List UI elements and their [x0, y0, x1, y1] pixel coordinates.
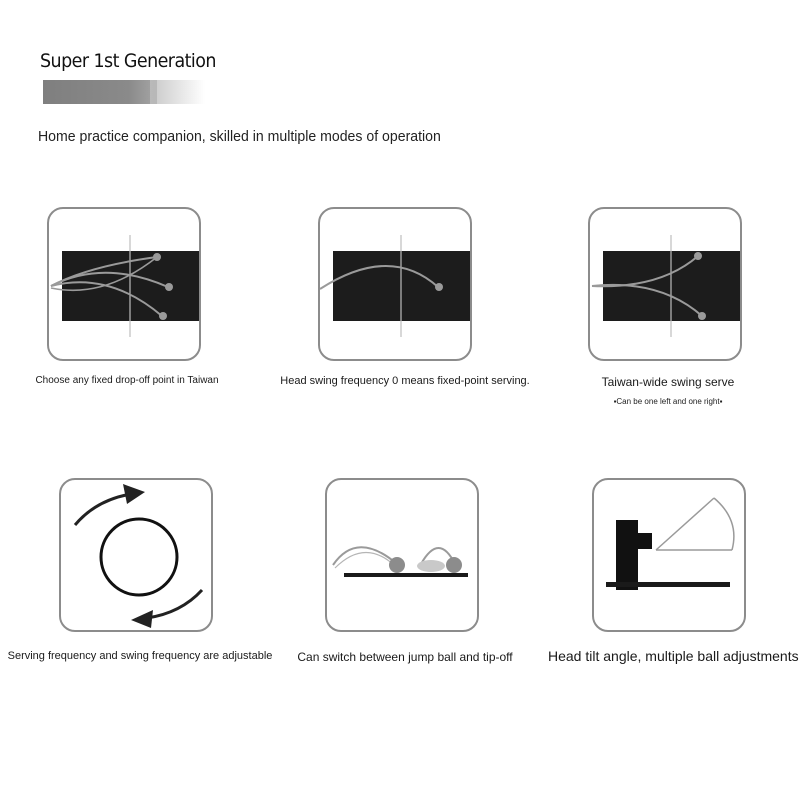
note-bullet-right: ▪ — [719, 397, 723, 406]
feature-caption-swing-serve: Taiwan-wide swing serve — [601, 375, 735, 389]
feature-card-drop-point — [47, 207, 201, 361]
feature-caption-tilt-angle: Head tilt angle, multiple ball adjustments — [548, 648, 799, 664]
table-fixed-point-icon — [320, 209, 470, 359]
note-bullet-left: ▪ — [613, 397, 617, 406]
rotation-cycle-icon — [61, 480, 211, 630]
feature-caption-frequency: Serving frequency and swing frequency are adjustable — [7, 650, 273, 662]
page-title: Super 1st Generation — [40, 50, 216, 72]
feature-card-tilt-angle — [592, 478, 746, 632]
jump-ball-icon — [327, 480, 477, 630]
table-multi-drop-icon — [49, 209, 199, 359]
title-underline-fade — [150, 80, 205, 104]
tilt-angle-icon — [594, 480, 744, 630]
feature-card-jump-ball — [325, 478, 479, 632]
feature-caption-fixed-point: Head swing frequency 0 means fixed-point serving. — [280, 375, 530, 387]
feature-note-text: Can be one left and one right — [616, 397, 720, 406]
feature-note-swing-serve — [588, 397, 748, 406]
feature-caption-jump-ball: Can switch between jump ball and tip-off — [297, 650, 513, 664]
feature-caption-drop-point: Choose any fixed drop-off point in Taiwan — [35, 375, 219, 386]
table-swing-icon — [590, 209, 740, 359]
feature-card-fixed-point — [318, 207, 472, 361]
feature-card-swing-serve — [588, 207, 742, 361]
feature-card-frequency — [59, 478, 213, 632]
title-underline-bar — [43, 80, 157, 104]
page-subtitle: Home practice companion, skilled in multiple modes of operation — [38, 128, 441, 145]
